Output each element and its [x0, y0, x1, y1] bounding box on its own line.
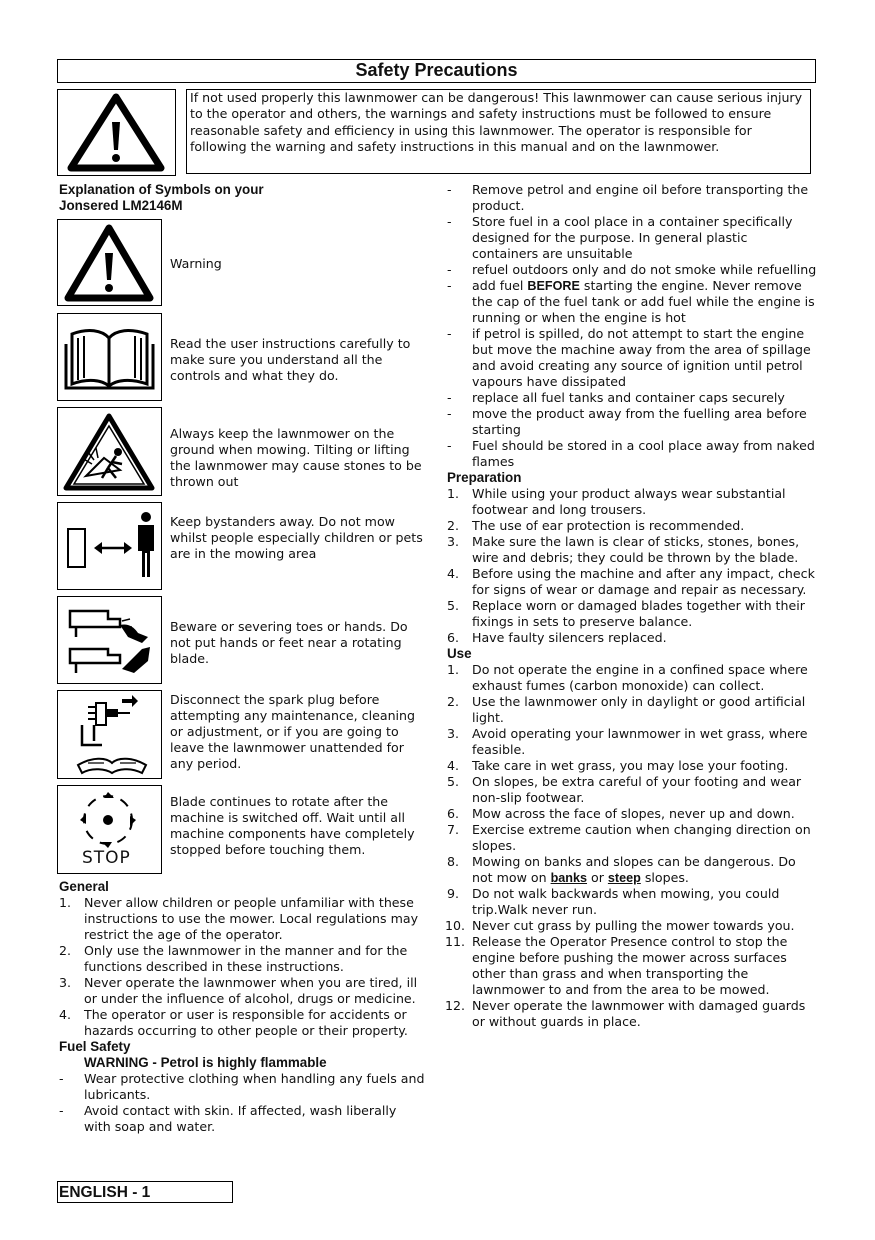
list-item-text: or: [587, 870, 608, 885]
list-item: 4. Take care in wet grass, you may lose your footing.: [447, 758, 789, 773]
preparation-heading: Preparation: [447, 470, 522, 485]
severing-hands-feet-icon: [57, 596, 162, 684]
page-footer: ENGLISH - 1: [57, 1181, 233, 1203]
list-item: 6. Have faulty silencers replaced.: [447, 630, 667, 645]
manual-book-icon: [57, 313, 162, 401]
list-item-text: Never operate the lawnmower when you are tired, ill or under the influence of alcohol, drugs or medicine.: [84, 975, 418, 1006]
list-item-text: On slopes, be extra careful of your footing and wear non-slip footwear.: [472, 774, 802, 805]
blade-rotation-stop-icon: [57, 785, 162, 874]
list-item: 4. Before using the machine and after any impact, check for signs of wear or damage and repair as necessary.: [447, 566, 815, 597]
list-item-text: Remove petrol and engine oil before transporting the product.: [472, 182, 809, 213]
general-section: [59, 879, 425, 1135]
list-item: 12. Never operate the lawnmower with damaged guards or without guards in place.: [445, 998, 806, 1029]
list-item-text: While using your product always wear substantial footwear and long trousers.: [472, 486, 786, 517]
symbols-heading-line-1: Explanation of Symbols on your: [59, 182, 264, 197]
list-item-text: Use the lawnmower only in daylight or good artificial light.: [472, 694, 806, 725]
list-item: - Fuel should be stored in a cool place away from naked flames: [447, 438, 815, 469]
list-item: - replace all fuel tanks and container caps securely: [447, 390, 785, 405]
symbol-blade-stop-text: Blade continues to rotate after the machine is switched off. Wait until all machine components have completely stopped before touching them.: [170, 794, 415, 857]
list-item-text: if petrol is spilled, do not attempt to start the engine but move the machine away from the area of spillage and avoid creating any source of ignition until petrol vapours have dissipated: [472, 326, 811, 389]
list-item: 1. While using your product always wear substantial footwear and long trousers.: [447, 486, 786, 517]
fuel-warning: WARNING - Petrol is highly flammable: [84, 1055, 327, 1070]
emphasis-before: BEFORE: [527, 279, 580, 293]
general-heading: General: [59, 879, 109, 894]
list-item: - add fuel BEFORE starting the engine. Never remove the cap of the fuel tank or add fuel while the engine is running or when the engine is hot: [447, 278, 815, 325]
tilt-hazard-icon: [57, 407, 162, 496]
list-item: - refuel outdoors only and do not smoke while refuelling: [447, 262, 817, 277]
list-item-text: Exercise extreme caution when changing direction on slopes.: [472, 822, 811, 853]
symbol-severing-text: Beware or severing toes or hands. Do not put hands or feet near a rotating blade.: [170, 619, 408, 666]
list-item: 11. Release the Operator Presence control to stop the engine before pushing the mower across surfaces other than grass and when transporting the lawnmower to and from the area to be mowed.: [445, 934, 788, 997]
list-item-text: add fuel: [472, 278, 524, 293]
list-item: 3. Make sure the lawn is clear of sticks, stones, bones, wire and debris; they could be thrown by the blade.: [447, 534, 800, 565]
symbols-heading: [59, 182, 264, 214]
list-item-text: Release the Operator Presence control to stop the engine before pushing the mower across surfaces other than grass and when transporting the lawnmower to and from the area to be mowed.: [472, 934, 788, 997]
list-item-text: refuel outdoors only and do not smoke while refuelling: [472, 262, 817, 277]
list-item: - if petrol is spilled, do not attempt to start the engine but move the machine away from the area of spillage and avoid creating any source of ignition until petrol vapours have dissipated: [447, 326, 811, 389]
list-item: 3. Never operate the lawnmower when you are tired, ill or under the influence of alcohol, drugs or medicine.: [59, 975, 418, 1006]
intro-warning-text: If not used properly this lawnmower can be dangerous! This lawnmower can cause serious injury to the operator and others, the warnings and safety instructions must be followed to ensure reasonable safety and efficiency in using this lawnmower. The operator is responsible for following the warning and safety instructions in this manual and on the lawnmower.: [186, 89, 811, 174]
list-item-text: Have faulty silencers replaced.: [472, 630, 667, 645]
list-item-text: Mow across the face of slopes, never up and down.: [472, 806, 795, 821]
warning-triangle-icon: [57, 89, 176, 176]
fuel-safety-heading: Fuel Safety: [59, 1039, 131, 1054]
symbol-bystander-text: Keep bystanders away. Do not mow whilst people especially children or pets are in the mowing area: [170, 514, 423, 561]
list-item: - Remove petrol and engine oil before transporting the product.: [447, 182, 809, 213]
list-item: 2. The use of ear protection is recommended.: [447, 518, 745, 533]
emphasis-banks: banks: [550, 871, 588, 885]
list-item: 8. Mowing on banks and slopes can be dangerous. Do not mow on banks or steep slopes.: [447, 854, 796, 885]
page-title: Safety Precautions: [57, 59, 816, 83]
list-item: 5. Replace worn or damaged blades together with their fixings in sets to preserve balance.: [447, 598, 805, 629]
list-item-text: The operator or user is responsible for accidents or hazards occurring to other people or their property.: [84, 1007, 408, 1038]
list-item-text: Only use the lawnmower in the manner and for the functions described in these instructions.: [84, 943, 408, 974]
right-column: [447, 182, 817, 1030]
list-item-text: Replace worn or damaged blades together with their fixings in sets to preserve balance.: [472, 598, 805, 629]
symbols-heading-line-2: Jonsered LM2146M: [59, 198, 183, 213]
list-item-text: Never cut grass by pulling the mower towards you.: [472, 918, 795, 933]
list-item: 4. The operator or user is responsible for accidents or hazards occurring to other people or their property.: [59, 1007, 408, 1038]
list-item-text: Wear protective clothing when handling any fuels and lubricants.: [84, 1071, 425, 1102]
list-item-text: Never operate the lawnmower with damaged guards or without guards in place.: [472, 998, 806, 1029]
list-item-text: slopes.: [640, 870, 689, 885]
list-item-text: Avoid contact with skin. If affected, wash liberally with soap and water.: [84, 1103, 397, 1134]
list-item-text: Do not walk backwards when mowing, you could trip.Walk never run.: [472, 886, 780, 917]
list-item-text: replace all fuel tanks and container caps securely: [472, 390, 785, 405]
list-item: 9. Do not walk backwards when mowing, you could trip.Walk never run.: [447, 886, 780, 917]
list-item-text: starting the engine. Never remove the cap of the fuel tank or add fuel while the engine is running or when the engine is hot: [472, 278, 815, 325]
list-item: 3. Avoid operating your lawnmower in wet grass, where feasible.: [447, 726, 808, 757]
list-item: 1. Do not operate the engine in a confined space where exhaust fumes (carbon monoxide) can collect.: [447, 662, 808, 693]
list-item: 2. Use the lawnmower only in daylight or good artificial light.: [447, 694, 806, 725]
list-item: 5. On slopes, be extra careful of your footing and wear non-slip footwear.: [447, 774, 802, 805]
list-item: 7. Exercise extreme caution when changing direction on slopes.: [447, 822, 811, 853]
symbol-warning-text: Warning: [170, 256, 222, 271]
bystander-distance-icon: [57, 502, 162, 590]
list-item: 1. Never allow children or people unfamiliar with these instructions to use the mower. Local regulations may restrict the age of the operator.: [59, 895, 419, 942]
list-item: - move the product away from the fuelling area before starting: [447, 406, 807, 437]
list-item-text: Mowing on banks and slopes can be dangerous. Do not mow on: [472, 854, 796, 885]
symbol-manual-text: Read the user instructions carefully to make sure you understand all the controls and what they do.: [170, 336, 411, 383]
stop-label: STOP: [82, 848, 131, 868]
list-item-text: Make sure the lawn is clear of sticks, stones, bones, wire and debris; they could be thrown by the blade.: [472, 534, 800, 565]
symbol-spark-plug-text: Disconnect the spark plug before attempting any maintenance, cleaning or adjustment, or if you are going to leave the lawnmower unattended for any period.: [170, 692, 416, 771]
list-item-text: The use of ear protection is recommended.: [472, 518, 745, 533]
list-item: - Store fuel in a cool place in a container specifically designed for the purpose. In general plastic containers are unsuitable: [447, 214, 793, 261]
list-item: - Wear protective clothing when handling any fuels and lubricants.: [59, 1071, 425, 1102]
symbol-tilt-text: Always keep the lawnmower on the ground when mowing. Tilting or lifting the lawnmower may cause stones to be thrown out: [170, 426, 422, 489]
list-item-text: Before using the machine and after any impact, check for signs of wear or damage and repair as necessary.: [472, 566, 815, 597]
list-item-text: Avoid operating your lawnmower in wet grass, where feasible.: [472, 726, 808, 757]
list-item-text: Never allow children or people unfamiliar with these instructions to use the mower. Local regulations may restrict the age of the operator.: [84, 895, 419, 942]
use-heading: Use: [447, 646, 472, 661]
list-item: 10. Never cut grass by pulling the mower towards you.: [445, 918, 795, 933]
list-item: - Avoid contact with skin. If affected, wash liberally with soap and water.: [59, 1103, 397, 1134]
warning-triangle-icon: [57, 219, 162, 306]
spark-plug-disconnect-icon: [57, 690, 162, 779]
list-item: 2. Only use the lawnmower in the manner and for the functions described in these instructions.: [59, 943, 408, 974]
list-item-text: Fuel should be stored in a cool place away from naked flames: [472, 438, 815, 469]
list-item-text: Do not operate the engine in a confined space where exhaust fumes (carbon monoxide) can collect.: [472, 662, 808, 693]
list-item: 6. Mow across the face of slopes, never up and down.: [447, 806, 795, 821]
list-item-text: move the product away from the fuelling area before starting: [472, 406, 807, 437]
emphasis-steep: steep: [607, 871, 641, 885]
list-item-text: Take care in wet grass, you may lose your footing.: [472, 758, 789, 773]
list-item-text: Store fuel in a cool place in a container specifically designed for the purpose. In general plastic containers are unsuitable: [472, 214, 793, 261]
